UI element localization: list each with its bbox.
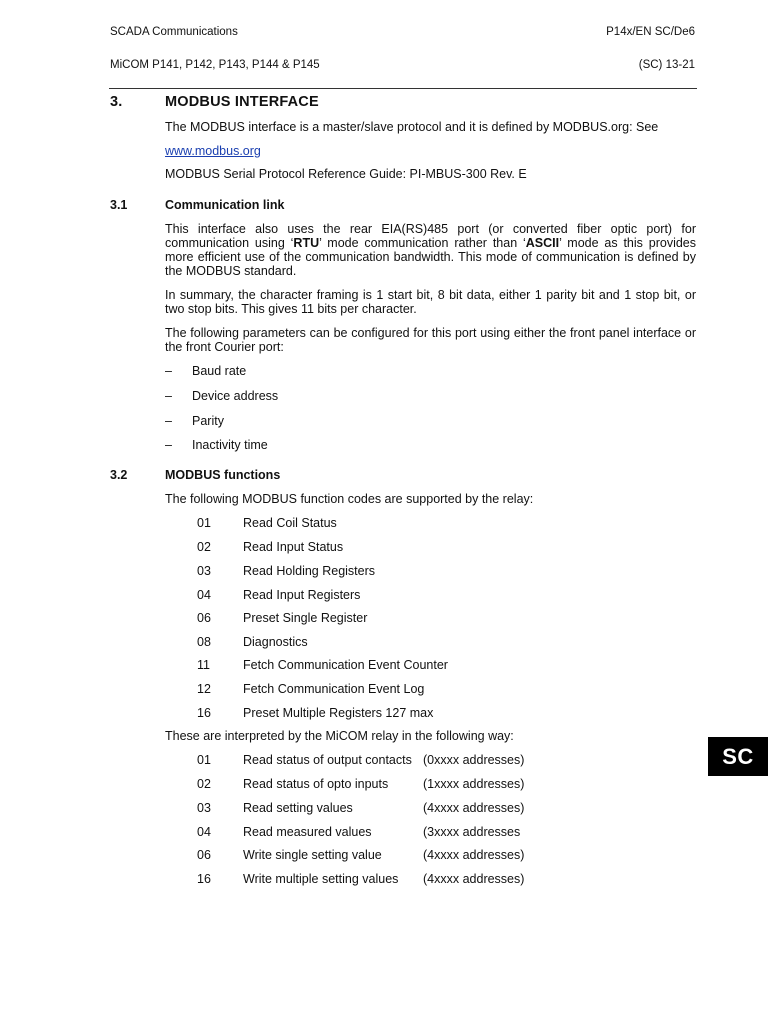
function-code: 04: [197, 588, 211, 602]
function-code: 01: [197, 516, 211, 530]
character-framing-paragraph: In summary, the character framing is 1 start bit, 8 bit data, either 1 parity bit and 1 stop bit, or two stop bits. This gives 11 bits per character.: [165, 288, 696, 316]
interpretation-description: Read status of output contacts: [243, 753, 412, 767]
function-name: Read Holding Registers: [243, 564, 376, 578]
reference-guide: MODBUS Serial Protocol Reference Guide: PI-MBUS-300 Rev. E: [165, 167, 527, 181]
list-item: Baud rate: [192, 364, 247, 378]
functions-intro: The following MODBUS function codes are supported by the relay:: [165, 492, 534, 506]
function-name: Read Coil Status: [243, 516, 337, 530]
section-tab-sc: [708, 737, 768, 776]
list-dash: –: [165, 389, 172, 403]
interpretation-addresses: (4xxxx addresses): [423, 848, 525, 862]
communication-link-paragraph: This interface also uses the rear EIA(RS)485 port (or converted fiber optic port) for communication using ‘RTU’ mode communication rather than ‘ASCII’ mode as this provides more efficient use of the communication bandwidth. This mode of communication is defined by the MODBUS standard.: [165, 222, 696, 278]
interpretation-code: 06: [197, 848, 211, 862]
section-number: 3.: [110, 94, 123, 110]
interpretation-description: Read setting values: [243, 801, 353, 815]
function-name: Fetch Communication Event Counter: [243, 658, 448, 672]
function-name: Preset Multiple Registers 127 max: [243, 706, 434, 720]
parameters-paragraph: The following parameters can be configured for this port using either the front panel interface or the front Courier port:: [165, 326, 696, 354]
interpretation-addresses: (4xxxx addresses): [423, 801, 525, 815]
header-rule: [109, 88, 697, 89]
function-name: Diagnostics: [243, 635, 308, 649]
interpretation-addresses: (0xxxx addresses): [423, 753, 525, 767]
list-item: Inactivity time: [192, 438, 268, 452]
interpretation-intro: These are interpreted by the MiCOM relay in the following way:: [165, 729, 514, 743]
list-dash: –: [165, 364, 172, 378]
function-code: 16: [197, 706, 211, 720]
function-code: 03: [197, 564, 211, 578]
interpretation-addresses: (1xxxx addresses): [423, 777, 525, 791]
list-item: Device address: [192, 389, 279, 403]
function-name: Read Input Status: [243, 540, 344, 554]
interpretation-code: 02: [197, 777, 211, 791]
interpretation-addresses: (3xxxx addresses: [423, 825, 521, 839]
function-name: Read Input Registers: [243, 588, 361, 602]
function-code: 12: [197, 682, 211, 696]
interpretation-description: Write multiple setting values: [243, 872, 399, 886]
section-tab-label: SC: [722, 743, 754, 769]
function-code: 11: [197, 658, 210, 672]
interpretation-description: Read status of opto inputs: [243, 777, 389, 791]
list-item: Parity: [192, 414, 224, 428]
modbus-website-link[interactable]: www.modbus.org: [165, 144, 261, 158]
product-models: MiCOM P141, P142, P143, P144 & P145: [110, 59, 320, 71]
subsection-number: 3.2: [110, 468, 128, 482]
function-name: Preset Single Register: [243, 611, 368, 625]
interpretation-code: 16: [197, 872, 211, 886]
running-header-title: SCADA Communications: [110, 26, 238, 38]
section-title: MODBUS INTERFACE: [165, 94, 319, 110]
section-intro: The MODBUS interface is a master/slave protocol and it is defined by MODBUS.org: See: [165, 120, 659, 134]
interpretation-addresses: (4xxxx addresses): [423, 872, 525, 886]
document-reference: P14x/EN SC/De6: [606, 26, 695, 38]
page-number: (SC) 13-21: [638, 59, 695, 71]
subsection-title: MODBUS functions: [165, 468, 281, 482]
function-code: 02: [197, 540, 211, 554]
interpretation-description: Read measured values: [243, 825, 372, 839]
interpretation-code: 04: [197, 825, 211, 839]
subsection-number: 3.1: [110, 198, 128, 212]
interpretation-code: 03: [197, 801, 211, 815]
function-code: 08: [197, 635, 211, 649]
ascii-term: ASCII: [525, 236, 560, 250]
rtu-term: RTU: [293, 236, 320, 250]
function-name: Fetch Communication Event Log: [243, 682, 425, 696]
subsection-title: Communication link: [165, 198, 285, 212]
list-dash: –: [165, 414, 172, 428]
interpretation-description: Write single setting value: [243, 848, 382, 862]
interpretation-code: 01: [197, 753, 211, 767]
function-code: 06: [197, 611, 211, 625]
list-dash: –: [165, 438, 172, 452]
